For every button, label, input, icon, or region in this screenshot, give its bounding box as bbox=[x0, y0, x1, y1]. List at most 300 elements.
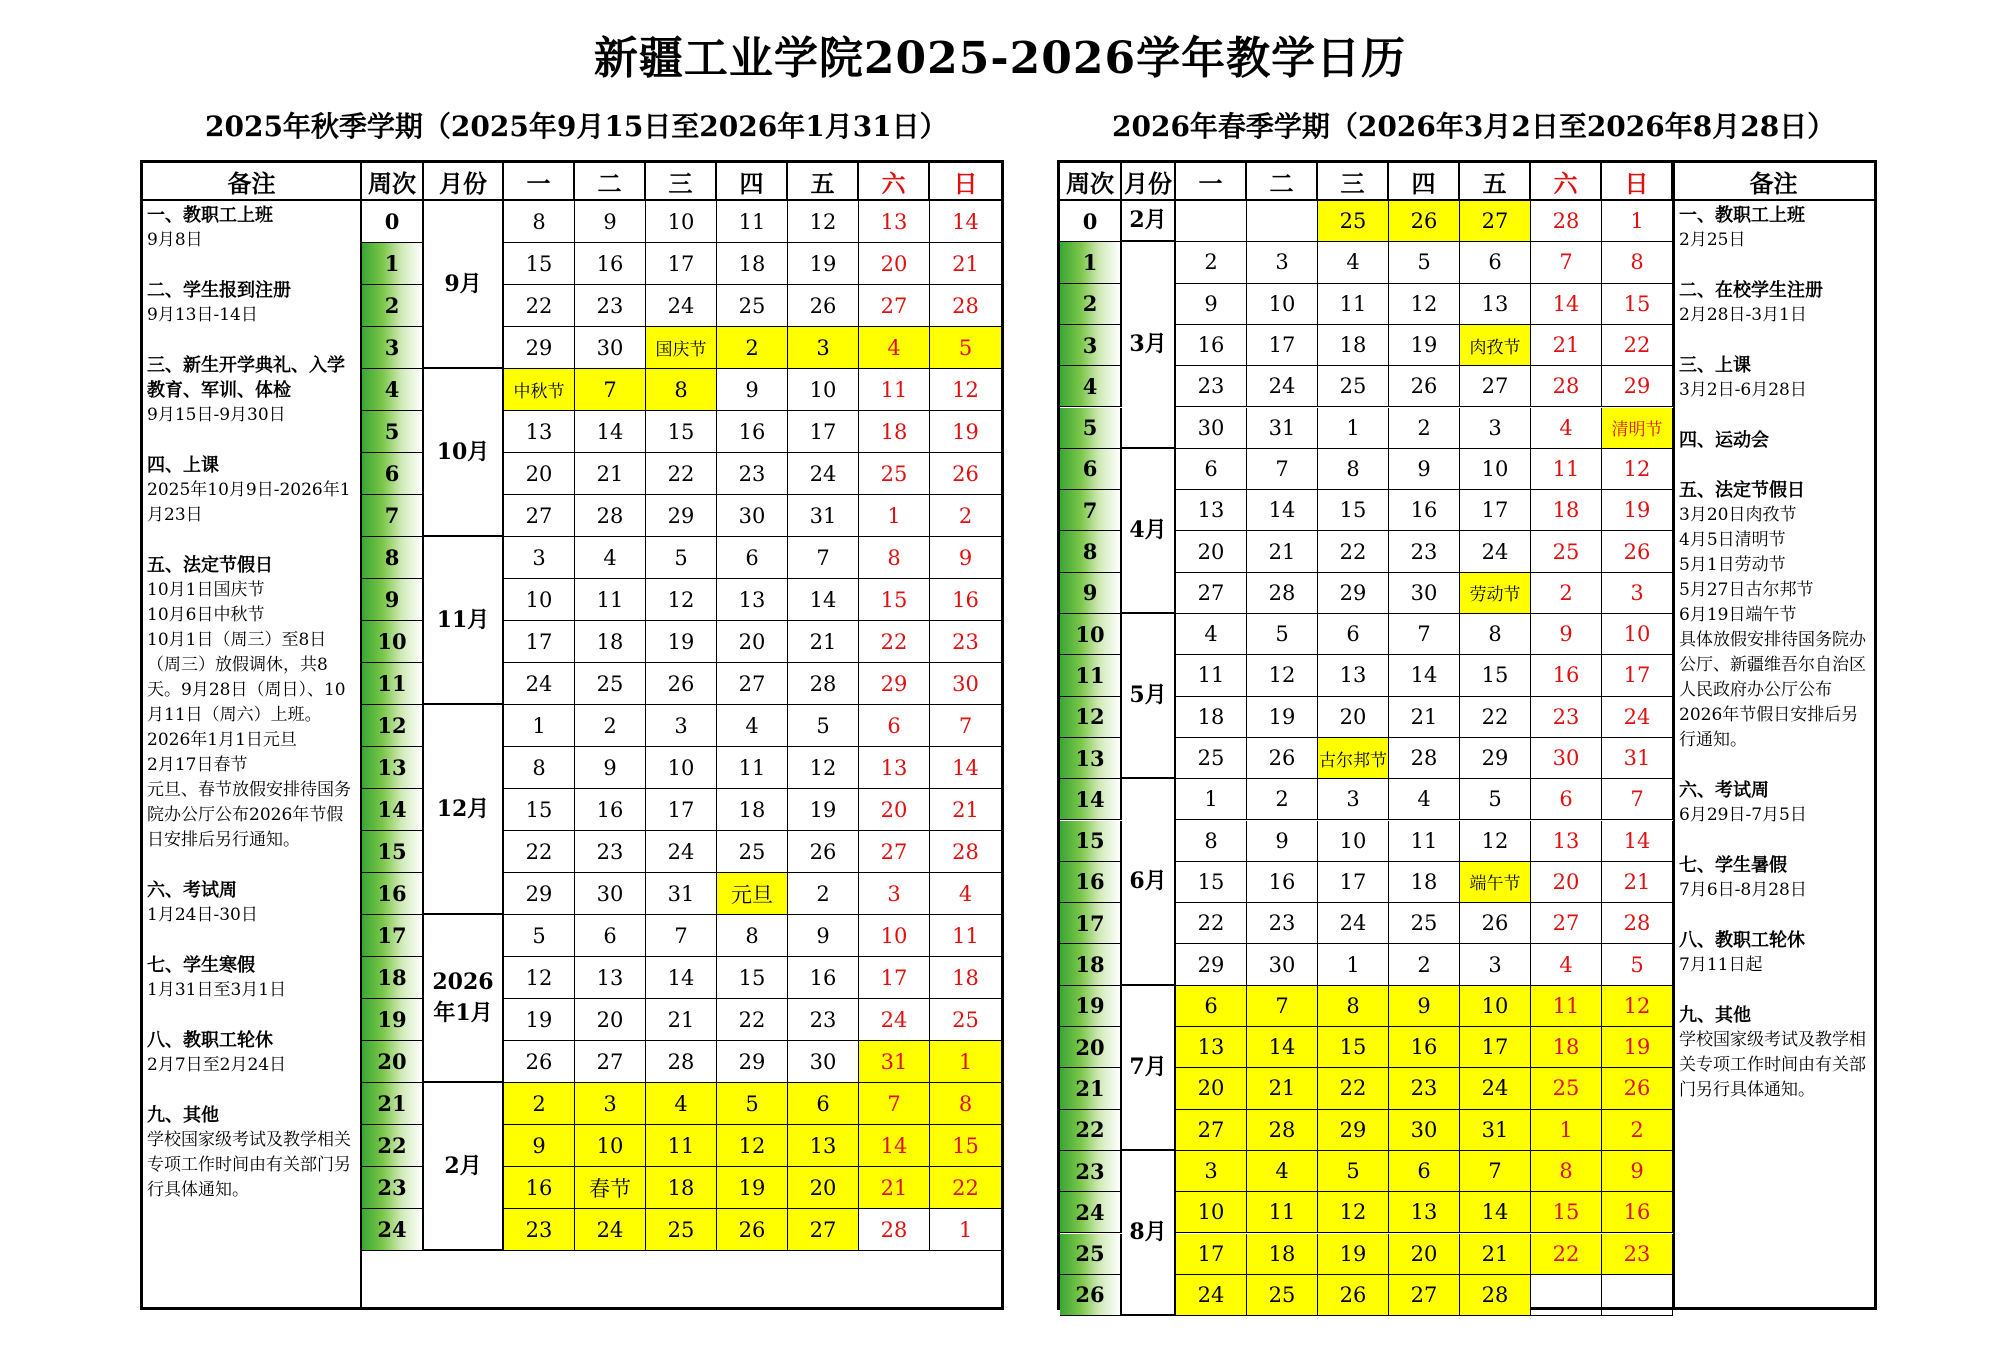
note-text: 2月17日春节 bbox=[147, 755, 248, 775]
day-cell: 21 bbox=[575, 453, 646, 495]
day-cell: 28 bbox=[646, 1041, 717, 1083]
day-cell: 14 bbox=[930, 201, 1001, 243]
day-cell: 8 bbox=[504, 201, 575, 243]
day-cell: 15 bbox=[1602, 284, 1673, 325]
day-cell: 19 bbox=[930, 411, 1001, 453]
day-cell: 13 bbox=[1460, 284, 1531, 325]
day-cell: 22 bbox=[1318, 1068, 1389, 1109]
fall-semester-title: 2025年秋季学期（2025年9月15日至2026年1月31日） bbox=[205, 110, 948, 143]
day-cell: 17 bbox=[1247, 325, 1318, 366]
day-cell: 30 bbox=[1389, 1110, 1460, 1151]
day-cell: 10 bbox=[788, 369, 859, 411]
day-cell: 3 bbox=[788, 327, 859, 369]
week-number: 20 bbox=[1060, 1027, 1122, 1068]
day-cell: 1 bbox=[1176, 779, 1247, 820]
day-cell: 17 bbox=[646, 789, 717, 831]
day-cell: 25 bbox=[1176, 738, 1247, 779]
day-cell: 24 bbox=[646, 285, 717, 327]
day-cell: 26 bbox=[1247, 738, 1318, 779]
day-cell: 18 bbox=[1531, 490, 1602, 531]
day-cell: 4 bbox=[1531, 944, 1602, 985]
day-cell: 26 bbox=[1389, 366, 1460, 407]
day-cell: 8 bbox=[1531, 1151, 1602, 1192]
day-cell: 1 bbox=[1318, 944, 1389, 985]
day-cell: 2 bbox=[1389, 944, 1460, 985]
day-cell: 7 bbox=[1247, 449, 1318, 490]
day-cell: 21 bbox=[1247, 1068, 1318, 1109]
day-cell: 11 bbox=[575, 579, 646, 621]
day-cell: 21 bbox=[788, 621, 859, 663]
month-label: 2月 bbox=[424, 1083, 504, 1251]
note-text: 9月13日-14日 bbox=[147, 305, 258, 325]
month-label: 10月 bbox=[424, 369, 504, 537]
day-cell: 19 bbox=[788, 789, 859, 831]
day-cell bbox=[1176, 201, 1247, 242]
day-cell: 28 bbox=[930, 831, 1001, 873]
day-cell: 23 bbox=[788, 999, 859, 1041]
day-cell: 15 bbox=[930, 1125, 1001, 1167]
week-number: 5 bbox=[1060, 408, 1122, 449]
day-cell: 11 bbox=[1247, 1192, 1318, 1233]
day-cell: 20 bbox=[1531, 862, 1602, 903]
day-cell: 5 bbox=[1247, 614, 1318, 655]
day-cell: 22 bbox=[646, 453, 717, 495]
note-text: 元旦、春节放假安排待国务院办公厅公布2026年节假日安排后另行通知。 bbox=[147, 780, 351, 850]
day-cell: 12 bbox=[1602, 449, 1673, 490]
day-cell: 元旦 bbox=[717, 873, 788, 915]
day-cell: 24 bbox=[788, 453, 859, 495]
day-cell: 25 bbox=[1531, 1068, 1602, 1109]
day-cell: 27 bbox=[717, 663, 788, 705]
week-number: 4 bbox=[1060, 366, 1122, 407]
day-cell: 6 bbox=[1389, 1151, 1460, 1192]
day-cell: 中秋节 bbox=[504, 369, 575, 411]
day-cell: 10 bbox=[504, 579, 575, 621]
day-cell: 5 bbox=[1602, 944, 1673, 985]
day-cell: 19 bbox=[1318, 1234, 1389, 1275]
fall-calendar-table bbox=[140, 160, 1004, 1310]
day-cell: 14 bbox=[1247, 490, 1318, 531]
day-cell: 3 bbox=[859, 873, 930, 915]
note-heading: 九、其他 bbox=[147, 1105, 219, 1126]
month-label: 6月 bbox=[1122, 779, 1176, 986]
day-cell: 18 bbox=[717, 243, 788, 285]
day-cell: 9 bbox=[1531, 614, 1602, 655]
day-cell: 25 bbox=[1247, 1275, 1318, 1316]
day-cell: 11 bbox=[646, 1125, 717, 1167]
day-cell: 19 bbox=[646, 621, 717, 663]
day-cell: 9 bbox=[1602, 1151, 1673, 1192]
day-cell: 10 bbox=[1176, 1192, 1247, 1233]
day-cell: 13 bbox=[575, 957, 646, 999]
day-cell: 26 bbox=[1602, 1068, 1673, 1109]
note-text: 2月25日 bbox=[1679, 230, 1746, 250]
day-cell: 4 bbox=[646, 1083, 717, 1125]
day-cell: 24 bbox=[1318, 903, 1389, 944]
day-cell: 12 bbox=[788, 747, 859, 789]
day-cell: 13 bbox=[859, 201, 930, 243]
day-cell: 11 bbox=[1389, 821, 1460, 862]
day-cell: 25 bbox=[1389, 903, 1460, 944]
day-cell: 25 bbox=[1531, 531, 1602, 572]
week-number: 11 bbox=[362, 663, 424, 705]
day-cell: 10 bbox=[1318, 821, 1389, 862]
day-cell: 19 bbox=[717, 1167, 788, 1209]
day-cell: 22 bbox=[504, 285, 575, 327]
day-cell: 22 bbox=[1176, 903, 1247, 944]
day-cell: 3 bbox=[504, 537, 575, 579]
day-cell: 10 bbox=[1460, 449, 1531, 490]
day-cell: 2 bbox=[575, 705, 646, 747]
day-cell: 8 bbox=[1318, 986, 1389, 1027]
month-label: 12月 bbox=[424, 705, 504, 915]
day-cell: 29 bbox=[859, 663, 930, 705]
day-cell: 29 bbox=[1176, 944, 1247, 985]
day-cell: 10 bbox=[859, 915, 930, 957]
day-cell: 17 bbox=[504, 621, 575, 663]
day-header: 五 bbox=[1460, 163, 1531, 201]
day-cell: 31 bbox=[859, 1041, 930, 1083]
week-number: 25 bbox=[1060, 1234, 1122, 1275]
day-cell: 22 bbox=[930, 1167, 1001, 1209]
note-text: 9月8日 bbox=[147, 230, 203, 250]
day-cell: 24 bbox=[1460, 531, 1531, 572]
week-number: 6 bbox=[1060, 449, 1122, 490]
day-cell: 国庆节 bbox=[646, 327, 717, 369]
day-cell: 12 bbox=[1389, 284, 1460, 325]
week-number: 26 bbox=[1060, 1275, 1122, 1316]
day-cell: 8 bbox=[1318, 449, 1389, 490]
day-cell: 7 bbox=[1389, 614, 1460, 655]
day-cell: 5 bbox=[646, 537, 717, 579]
week-number: 13 bbox=[362, 747, 424, 789]
day-cell: 26 bbox=[504, 1041, 575, 1083]
month-label: 2月 bbox=[1122, 201, 1176, 242]
day-cell: 25 bbox=[930, 999, 1001, 1041]
day-cell: 27 bbox=[859, 831, 930, 873]
day-cell: 30 bbox=[575, 873, 646, 915]
day-cell: 30 bbox=[788, 1041, 859, 1083]
day-cell: 14 bbox=[930, 747, 1001, 789]
day-cell: 6 bbox=[1176, 986, 1247, 1027]
day-cell: 12 bbox=[1318, 1192, 1389, 1233]
day-cell: 29 bbox=[1318, 1110, 1389, 1151]
day-cell: 肉孜节 bbox=[1460, 325, 1531, 366]
note-text: 学校国家级考试及教学相关专项工作时间由有关部门另行具体通知。 bbox=[1679, 1030, 1866, 1100]
day-cell: 30 bbox=[1247, 944, 1318, 985]
day-cell: 23 bbox=[504, 1209, 575, 1251]
day-cell: 4 bbox=[575, 537, 646, 579]
day-cell: 14 bbox=[646, 957, 717, 999]
note-text: 7月6日-8月28日 bbox=[1679, 880, 1807, 900]
day-cell: 10 bbox=[646, 201, 717, 243]
day-cell: 12 bbox=[788, 201, 859, 243]
note-heading: 八、教职工轮休 bbox=[147, 1030, 273, 1051]
day-cell: 13 bbox=[1531, 821, 1602, 862]
day-cell: 24 bbox=[504, 663, 575, 705]
day-cell: 18 bbox=[1176, 697, 1247, 738]
day-cell: 30 bbox=[1389, 573, 1460, 614]
day-cell: 11 bbox=[717, 201, 788, 243]
day-cell: 2 bbox=[1176, 242, 1247, 283]
day-cell: 26 bbox=[788, 831, 859, 873]
day-cell: 28 bbox=[930, 285, 1001, 327]
day-cell: 16 bbox=[930, 579, 1001, 621]
day-cell: 10 bbox=[575, 1125, 646, 1167]
day-cell: 14 bbox=[1602, 821, 1673, 862]
day-cell: 7 bbox=[646, 915, 717, 957]
day-cell: 25 bbox=[717, 831, 788, 873]
note-text: 3月2日-6月28日 bbox=[1679, 380, 1807, 400]
week-number: 16 bbox=[1060, 862, 1122, 903]
day-cell: 2 bbox=[930, 495, 1001, 537]
day-cell: 31 bbox=[1602, 738, 1673, 779]
day-cell: 15 bbox=[859, 579, 930, 621]
day-cell: 26 bbox=[717, 1209, 788, 1251]
day-cell: 25 bbox=[575, 663, 646, 705]
day-cell: 22 bbox=[717, 999, 788, 1041]
day-cell: 9 bbox=[504, 1125, 575, 1167]
day-cell: 16 bbox=[717, 411, 788, 453]
day-cell: 18 bbox=[575, 621, 646, 663]
day-cell: 14 bbox=[859, 1125, 930, 1167]
day-cell: 15 bbox=[646, 411, 717, 453]
note-heading: 二、在校学生注册 bbox=[1679, 280, 1823, 301]
day-cell: 9 bbox=[1247, 821, 1318, 862]
day-cell: 27 bbox=[1460, 366, 1531, 407]
day-cell: 3 bbox=[1460, 944, 1531, 985]
day-cell: 30 bbox=[1176, 408, 1247, 449]
day-cell: 25 bbox=[1318, 366, 1389, 407]
note-text: 2025年10月9日-2026年1月23日 bbox=[147, 480, 351, 525]
day-cell: 13 bbox=[504, 411, 575, 453]
day-header: 六 bbox=[859, 163, 930, 201]
day-header: 二 bbox=[1247, 163, 1318, 201]
day-cell: 18 bbox=[1318, 325, 1389, 366]
day-cell: 3 bbox=[1176, 1151, 1247, 1192]
day-cell: 23 bbox=[717, 453, 788, 495]
day-cell: 25 bbox=[717, 285, 788, 327]
week-number: 1 bbox=[362, 243, 424, 285]
day-cell: 6 bbox=[1318, 614, 1389, 655]
day-cell: 24 bbox=[1176, 1275, 1247, 1316]
day-cell: 15 bbox=[504, 243, 575, 285]
note-heading: 四、运动会 bbox=[1679, 430, 1769, 451]
day-cell: 22 bbox=[1602, 325, 1673, 366]
day-cell: 29 bbox=[504, 327, 575, 369]
page-title: 新疆工业学院2025-2026学年教学日历 bbox=[593, 33, 1407, 84]
day-cell: 5 bbox=[788, 705, 859, 747]
month-label: 7月 bbox=[1122, 986, 1176, 1151]
day-cell: 12 bbox=[646, 579, 717, 621]
day-cell: 17 bbox=[1602, 655, 1673, 696]
day-cell: 21 bbox=[1531, 325, 1602, 366]
month-label: 3月 bbox=[1122, 242, 1176, 449]
month-label: 2026 年1月 bbox=[424, 915, 504, 1083]
day-cell: 14 bbox=[788, 579, 859, 621]
day-cell: 古尔邦节 bbox=[1318, 738, 1389, 779]
note-text: 9月15日-9月30日 bbox=[147, 405, 286, 425]
day-header: 二 bbox=[575, 163, 646, 201]
day-cell: 14 bbox=[1247, 1027, 1318, 1068]
day-cell: 23 bbox=[1176, 366, 1247, 407]
note-heading: 一、教职工上班 bbox=[147, 205, 273, 226]
day-cell: 清明节 bbox=[1602, 408, 1673, 449]
note-text: 5月1日劳动节 bbox=[1679, 555, 1786, 575]
day-cell: 21 bbox=[1389, 697, 1460, 738]
note-heading: 七、学生暑假 bbox=[1679, 855, 1787, 876]
week-number: 17 bbox=[362, 915, 424, 957]
week-number: 4 bbox=[362, 369, 424, 411]
day-cell: 6 bbox=[717, 537, 788, 579]
day-cell: 27 bbox=[788, 1209, 859, 1251]
day-cell: 26 bbox=[1460, 903, 1531, 944]
day-cell: 28 bbox=[1389, 738, 1460, 779]
day-cell: 2 bbox=[504, 1083, 575, 1125]
day-cell: 7 bbox=[930, 705, 1001, 747]
day-cell: 4 bbox=[1389, 779, 1460, 820]
week-number: 16 bbox=[362, 873, 424, 915]
day-cell: 2 bbox=[1602, 1110, 1673, 1151]
day-cell: 16 bbox=[1247, 862, 1318, 903]
day-cell: 10 bbox=[1460, 986, 1531, 1027]
day-cell: 10 bbox=[646, 747, 717, 789]
day-cell: 27 bbox=[1389, 1275, 1460, 1316]
day-cell: 28 bbox=[1460, 1275, 1531, 1316]
day-cell: 3 bbox=[575, 1083, 646, 1125]
day-cell: 31 bbox=[1460, 1110, 1531, 1151]
day-cell: 3 bbox=[1247, 242, 1318, 283]
day-cell: 30 bbox=[1531, 738, 1602, 779]
day-cell: 22 bbox=[1318, 531, 1389, 572]
day-header: 六 bbox=[1531, 163, 1602, 201]
note-text: 6月29日-7月5日 bbox=[1679, 805, 1807, 825]
day-cell: 20 bbox=[575, 999, 646, 1041]
day-cell: 18 bbox=[930, 957, 1001, 999]
week-number: 23 bbox=[1060, 1151, 1122, 1192]
day-cell: 8 bbox=[1176, 821, 1247, 862]
day-header: 四 bbox=[1389, 163, 1460, 201]
day-cell: 23 bbox=[1531, 697, 1602, 738]
week-number: 22 bbox=[362, 1125, 424, 1167]
day-cell: 12 bbox=[1460, 821, 1531, 862]
week-number: 10 bbox=[362, 621, 424, 663]
week-number: 19 bbox=[1060, 986, 1122, 1027]
note-heading: 二、学生报到注册 bbox=[147, 280, 291, 301]
day-cell: 20 bbox=[1318, 697, 1389, 738]
note-text: 具体放假安排待国务院办公厅、新疆维吾尔自治区人民政府办公厅公布2026年节假日安排后另行通知。 bbox=[1679, 630, 1866, 750]
day-cell: 6 bbox=[575, 915, 646, 957]
note-text: 2月28日-3月1日 bbox=[1679, 305, 1807, 325]
day-cell: 16 bbox=[1389, 490, 1460, 531]
week-number: 21 bbox=[362, 1083, 424, 1125]
day-cell: 9 bbox=[788, 915, 859, 957]
day-cell: 5 bbox=[1389, 242, 1460, 283]
week-number: 8 bbox=[1060, 531, 1122, 572]
day-cell: 22 bbox=[1460, 697, 1531, 738]
day-header: 一 bbox=[1176, 163, 1247, 201]
day-cell: 17 bbox=[1176, 1234, 1247, 1275]
day-cell: 15 bbox=[717, 957, 788, 999]
note-heading: 五、法定节假日 bbox=[147, 555, 273, 576]
day-cell: 14 bbox=[1531, 284, 1602, 325]
day-cell: 16 bbox=[788, 957, 859, 999]
day-cell: 1 bbox=[930, 1209, 1001, 1251]
week-number: 5 bbox=[362, 411, 424, 453]
day-cell: 4 bbox=[859, 327, 930, 369]
day-cell: 13 bbox=[1318, 655, 1389, 696]
note-text: 4月5日清明节 bbox=[1679, 530, 1786, 550]
day-cell: 2 bbox=[717, 327, 788, 369]
week-number: 15 bbox=[1060, 821, 1122, 862]
week-number: 24 bbox=[362, 1209, 424, 1251]
day-cell: 28 bbox=[1602, 903, 1673, 944]
day-cell: 9 bbox=[575, 747, 646, 789]
day-cell: 23 bbox=[1602, 1234, 1673, 1275]
day-cell: 23 bbox=[575, 285, 646, 327]
day-cell: 16 bbox=[1176, 325, 1247, 366]
day-cell: 18 bbox=[1531, 1027, 1602, 1068]
week-number: 20 bbox=[362, 1041, 424, 1083]
day-cell: 7 bbox=[1247, 986, 1318, 1027]
day-cell: 4 bbox=[1318, 242, 1389, 283]
day-cell: 15 bbox=[1318, 490, 1389, 531]
day-cell: 11 bbox=[1531, 986, 1602, 1027]
day-cell: 20 bbox=[1176, 531, 1247, 572]
day-cell: 劳动节 bbox=[1460, 573, 1531, 614]
day-cell: 17 bbox=[646, 243, 717, 285]
day-cell: 19 bbox=[1389, 325, 1460, 366]
day-cell: 15 bbox=[1531, 1192, 1602, 1233]
week-number: 13 bbox=[1060, 738, 1122, 779]
day-cell: 19 bbox=[1602, 1027, 1673, 1068]
day-cell: 11 bbox=[1176, 655, 1247, 696]
spring-calendar-table bbox=[1057, 160, 1877, 1310]
day-cell: 15 bbox=[1176, 862, 1247, 903]
day-cell: 1 bbox=[859, 495, 930, 537]
day-cell: 26 bbox=[788, 285, 859, 327]
day-cell: 12 bbox=[1602, 986, 1673, 1027]
day-cell: 25 bbox=[859, 453, 930, 495]
day-cell: 17 bbox=[788, 411, 859, 453]
day-cell: 26 bbox=[1389, 201, 1460, 242]
day-cell: 7 bbox=[1460, 1151, 1531, 1192]
day-cell: 6 bbox=[788, 1083, 859, 1125]
day-cell: 20 bbox=[859, 789, 930, 831]
day-cell: 11 bbox=[717, 747, 788, 789]
week-number: 23 bbox=[362, 1167, 424, 1209]
day-cell: 4 bbox=[717, 705, 788, 747]
week-number: 0 bbox=[362, 201, 424, 243]
day-cell: 16 bbox=[1602, 1192, 1673, 1233]
day-cell: 12 bbox=[717, 1125, 788, 1167]
day-cell: 18 bbox=[717, 789, 788, 831]
day-cell: 5 bbox=[504, 915, 575, 957]
day-cell: 11 bbox=[1531, 449, 1602, 490]
day-cell: 7 bbox=[575, 369, 646, 411]
day-cell: 11 bbox=[1318, 284, 1389, 325]
day-cell: 11 bbox=[859, 369, 930, 411]
day-cell: 26 bbox=[1318, 1275, 1389, 1316]
day-cell: 8 bbox=[1460, 614, 1531, 655]
day-cell: 28 bbox=[788, 663, 859, 705]
month-label: 9月 bbox=[424, 201, 504, 369]
day-cell: 26 bbox=[930, 453, 1001, 495]
day-cell: 25 bbox=[1318, 201, 1389, 242]
day-cell: 18 bbox=[1247, 1234, 1318, 1275]
day-cell: 8 bbox=[859, 537, 930, 579]
week-header: 周次 bbox=[1060, 163, 1122, 201]
